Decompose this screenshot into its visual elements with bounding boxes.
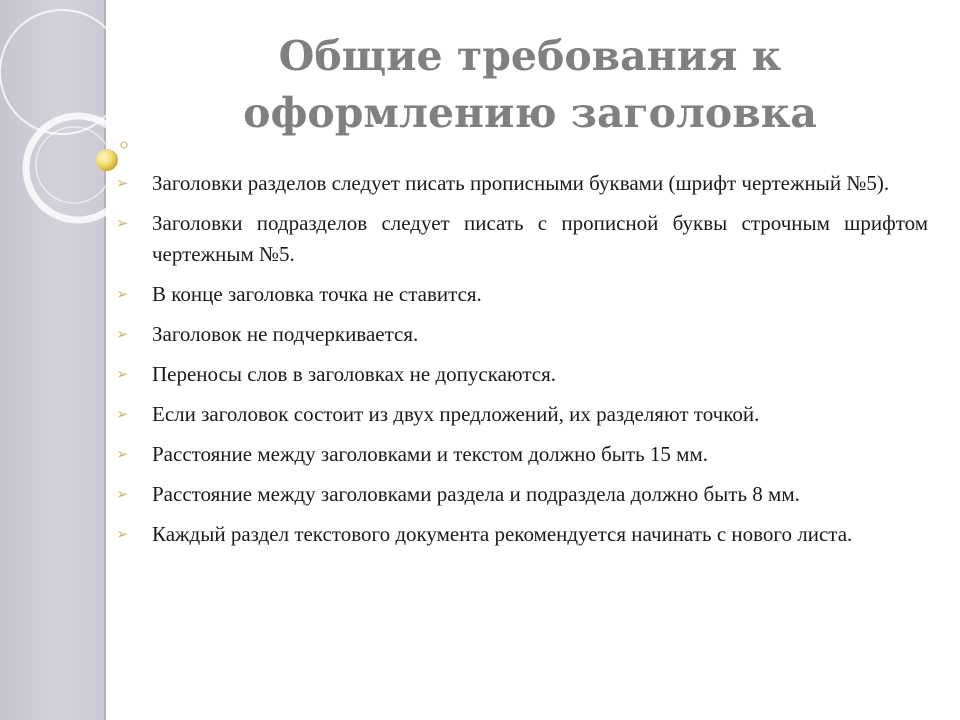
arrow-bullet-icon: ➢ — [116, 285, 129, 303]
arrow-bullet-icon: ➢ — [116, 214, 129, 232]
arrow-bullet-icon: ➢ — [116, 325, 129, 343]
bullet-text: Расстояние между заголовками раздела и подраздела должно быть 8 мм. — [152, 482, 800, 506]
bullet-item — [114, 208, 928, 270]
arrow-bullet-icon: ➢ — [116, 485, 129, 503]
bullet-item — [114, 439, 928, 470]
bullet-item — [114, 399, 928, 430]
bullet-item — [114, 168, 928, 199]
bullet-item — [114, 479, 928, 510]
bullet-text: Заголовок не подчеркивается. — [152, 322, 419, 346]
arrow-bullet-icon: ➢ — [116, 174, 129, 192]
bullet-text: Заголовки разделов следует писать прописными буквами (шрифт чертежный №5). — [152, 171, 890, 195]
bullet-item — [114, 319, 928, 350]
bullet-text: В конце заголовка точка не ставится. — [152, 282, 482, 306]
arrow-bullet-icon: ➢ — [116, 445, 129, 463]
bullet-text: Заголовки подразделов следует писать с прописной буквы строчным шрифтом чертежным №5. — [152, 211, 928, 266]
bullet-item — [114, 519, 928, 550]
bullet-item — [114, 279, 928, 310]
bullet-item — [114, 359, 928, 390]
bullet-text: Переносы слов в заголовках не допускаются. — [152, 362, 556, 386]
bullet-list — [114, 168, 928, 559]
slide-title: Общие требования к оформлению заголовка — [243, 32, 817, 137]
arrow-bullet-icon: ➢ — [116, 405, 129, 423]
bullet-text: Расстояние между заголовками и текстом должно быть 15 мм. — [152, 442, 708, 466]
bullet-text: Если заголовок состоит из двух предложений, их разделяют точкой. — [152, 402, 760, 426]
arrow-bullet-icon: ➢ — [116, 525, 129, 543]
arrow-bullet-icon: ➢ — [116, 365, 129, 383]
bullet-text: Каждый раздел текстового документа рекомендуется начинать с нового листа. — [152, 522, 853, 546]
